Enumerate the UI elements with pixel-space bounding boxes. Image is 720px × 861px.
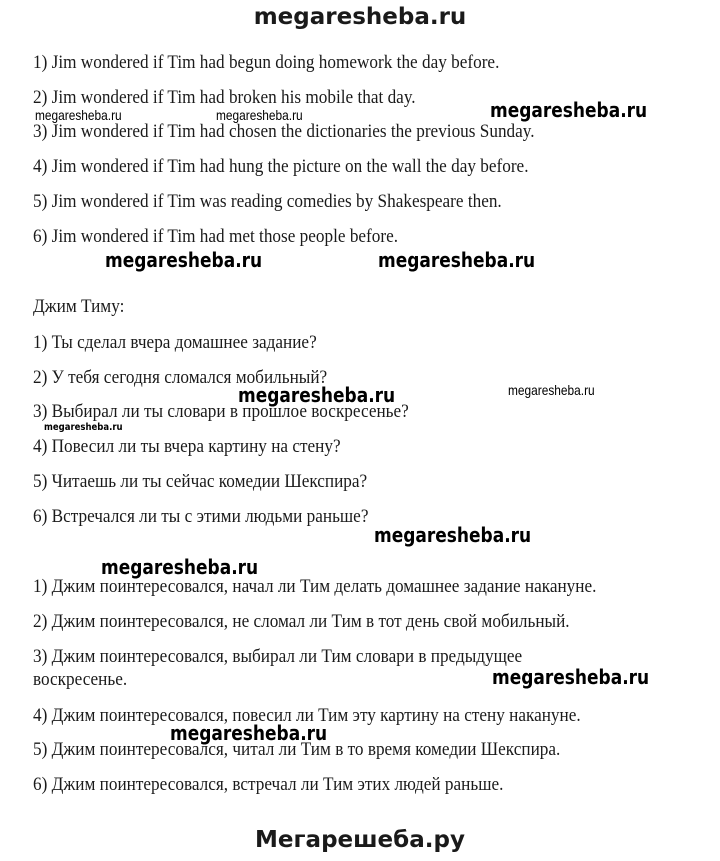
english-sentence: 1) Jim wondered if Tim had begun doing homework the day before.: [33, 53, 500, 73]
watermark: megaresheba.ru: [490, 98, 648, 122]
russian-question: 1) Ты сделал вчера домашнее задание?: [33, 333, 317, 353]
russian-answer: 2) Джим поинтересовался, не сломал ли Тим в тот день свой мобильный.: [33, 612, 570, 632]
russian-question: 3) Выбирал ли ты словари в прошлое воскресенье?: [33, 402, 409, 422]
watermark: megaresheba.ru: [216, 107, 303, 123]
site-footer-watermark: Мегарешеба.ру: [255, 827, 465, 853]
english-sentence: 3) Jim wondered if Tim had chosen the dictionaries the previous Sunday.: [33, 122, 535, 142]
watermark: megaresheba.ru: [170, 721, 328, 745]
russian-question: 4) Повесил ли ты вчера картину на стену?: [33, 437, 341, 457]
english-sentence: 2) Jim wondered if Tim had broken his mobile that day.: [33, 88, 416, 108]
russian-heading: Джим Тиму:: [33, 297, 125, 317]
russian-answer: 1) Джим поинтересовался, начал ли Тим делать домашнее задание накануне.: [33, 577, 597, 597]
russian-question: 5) Читаешь ли ты сейчас комедии Шекспира?: [33, 472, 368, 492]
watermark: megaresheba.ru: [101, 555, 259, 579]
watermark: megaresheba.ru: [105, 248, 263, 272]
watermark: megaresheba.ru: [44, 422, 123, 433]
watermark: megaresheba.ru: [378, 248, 536, 272]
russian-answer: 3) Джим поинтересовался, выбирал ли Тим словари в предыдущее: [33, 647, 523, 667]
english-sentence: 6) Jim wondered if Tim had met those people before.: [33, 227, 399, 247]
watermark: megaresheba.ru: [238, 383, 396, 407]
english-sentence: 4) Jim wondered if Tim had hung the picture on the wall the day before.: [33, 157, 529, 177]
site-header-watermark: megaresheba.ru: [253, 4, 467, 30]
russian-answer: 4) Джим поинтересовался, повесил ли Тим эту картину на стену накануне.: [33, 706, 581, 726]
russian-answer-continued: воскресенье.: [33, 670, 128, 690]
russian-answer: 6) Джим поинтересовался, встречал ли Тим этих людей раньше.: [33, 775, 504, 795]
watermark: megaresheba.ru: [508, 382, 595, 398]
russian-question: 6) Встречался ли ты с этими людьми раньше?: [33, 507, 369, 527]
russian-question: 2) У тебя сегодня сломался мобильный?: [33, 368, 328, 388]
english-sentence: 5) Jim wondered if Tim was reading comedies by Shakespeare then.: [33, 192, 502, 212]
watermark: megaresheba.ru: [35, 107, 122, 123]
watermark: megaresheba.ru: [492, 665, 650, 689]
watermark: megaresheba.ru: [374, 523, 532, 547]
russian-answer: 5) Джим поинтересовался, читал ли Тим в то время комедии Шекспира.: [33, 740, 561, 760]
